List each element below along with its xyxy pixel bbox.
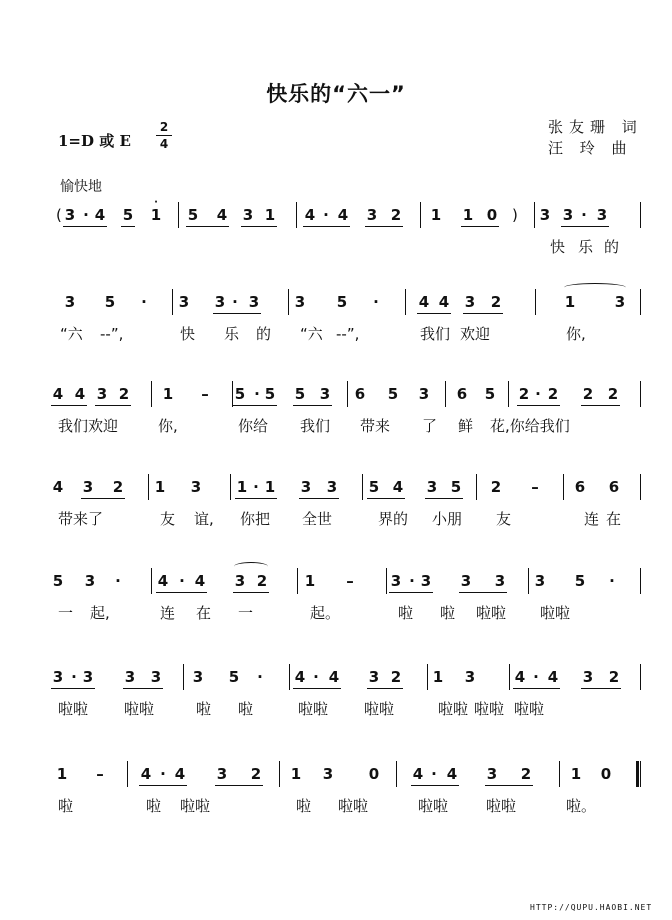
note: 3 xyxy=(242,206,254,224)
note: 5 xyxy=(294,385,306,403)
bar-line xyxy=(445,381,446,407)
note: 4 xyxy=(74,385,86,403)
lyric-syllable: 在 xyxy=(606,510,622,528)
beam-underline xyxy=(299,498,339,499)
lyric-syllable: 啦 xyxy=(440,604,456,622)
note: 3 xyxy=(426,478,438,496)
lyric-syllable: 啦啦 xyxy=(514,700,545,718)
note: 3 xyxy=(64,293,76,311)
beam-underline xyxy=(51,405,87,406)
lyric-syllable: 花,你给我们 xyxy=(490,417,570,435)
lyric-syllable: 啦 xyxy=(58,797,74,815)
final-bar-line xyxy=(636,761,639,787)
lyric-syllable: “六 xyxy=(300,325,323,343)
lyric-syllable: 你, xyxy=(158,417,178,435)
lyric-syllable: 起。 xyxy=(310,604,341,622)
beam-underline xyxy=(241,226,277,227)
beam-underline xyxy=(365,226,403,227)
note: 5 xyxy=(264,385,276,403)
note: 4 xyxy=(94,206,106,224)
lyric-syllable: 啦 xyxy=(296,797,312,815)
beam-underline xyxy=(461,226,499,227)
note: 3 xyxy=(368,668,380,686)
lyric-syllable: 友 xyxy=(496,510,512,528)
note: 1 xyxy=(290,765,302,783)
note: 4 xyxy=(174,765,186,783)
note: 3 xyxy=(192,668,204,686)
note: 2 xyxy=(582,385,594,403)
octave-dot: · xyxy=(154,197,158,208)
lyric-syllable: “六 xyxy=(60,325,83,343)
note: 3 xyxy=(178,293,190,311)
note: 4 xyxy=(194,572,206,590)
beam-underline xyxy=(156,592,207,593)
note: 0 xyxy=(486,206,498,224)
lyric-syllable: 谊, xyxy=(194,510,214,528)
note: 2 xyxy=(607,385,619,403)
lyric-syllable: 我们 xyxy=(420,325,451,343)
note: 5 xyxy=(122,206,134,224)
note: 3 xyxy=(582,668,594,686)
bar-line xyxy=(230,474,231,500)
source-watermark: HTTP://QUPU.HAOBI.NET xyxy=(530,903,653,912)
beam-underline xyxy=(213,313,261,314)
lyric-syllable: --”, xyxy=(100,325,124,343)
note: · xyxy=(257,668,263,686)
beam-underline xyxy=(411,785,459,786)
lyric-syllable: 我们 xyxy=(300,417,331,435)
note: 2 xyxy=(520,765,532,783)
beam-underline xyxy=(63,226,107,227)
lyric-syllable: 啦啦 xyxy=(58,700,89,718)
lyric-syllable: 你, xyxy=(566,325,586,343)
tempo-marking: 愉快地 xyxy=(60,179,102,195)
beam-underline xyxy=(186,226,229,227)
beam-underline xyxy=(581,688,621,689)
bar-line xyxy=(288,289,289,315)
note: 3 xyxy=(234,572,246,590)
note: 4 xyxy=(216,206,228,224)
bar-line xyxy=(528,568,529,594)
beam-underline xyxy=(367,498,405,499)
lyric-syllable: 啦啦 xyxy=(124,700,155,718)
slur-arc xyxy=(234,562,268,571)
note: · xyxy=(431,765,437,783)
lyric-syllable: 快 xyxy=(180,325,196,343)
note: 4 xyxy=(392,478,404,496)
bar-line xyxy=(534,202,535,228)
beam-underline xyxy=(235,498,277,499)
note: · xyxy=(83,206,89,224)
lyric-syllable: 啦啦 xyxy=(418,797,449,815)
lyric-syllable: 乐 xyxy=(224,325,240,343)
note: 6 xyxy=(354,385,366,403)
note: 5 xyxy=(187,206,199,224)
bar-line xyxy=(640,474,641,500)
note: 2 xyxy=(547,385,559,403)
note: 5 xyxy=(52,572,64,590)
lyric-syllable: 了 xyxy=(422,417,438,435)
note: 2 xyxy=(390,206,402,224)
bar-line xyxy=(640,761,641,787)
beam-underline xyxy=(561,226,609,227)
bar-line xyxy=(563,474,564,500)
note: 4 xyxy=(418,293,430,311)
note: 1 xyxy=(430,206,442,224)
note: 5 xyxy=(387,385,399,403)
bar-line xyxy=(127,761,128,787)
bar-line xyxy=(396,761,397,787)
bar-line xyxy=(296,202,297,228)
lyric-syllable: 快 xyxy=(550,238,566,256)
note: 3 xyxy=(596,206,608,224)
note: 1 xyxy=(264,478,276,496)
lyric-syllable: 你把 xyxy=(240,510,271,528)
note: – xyxy=(96,765,104,783)
beam-underline xyxy=(513,688,560,689)
bar-line xyxy=(232,381,233,407)
note: 5 xyxy=(228,668,240,686)
note: 3 xyxy=(52,668,64,686)
beam-underline xyxy=(233,405,277,406)
bar-line xyxy=(151,568,152,594)
lyric-syllable: 啦 xyxy=(398,604,414,622)
beam-underline xyxy=(81,498,125,499)
bar-line xyxy=(640,664,641,690)
note: 3 xyxy=(300,478,312,496)
beam-underline xyxy=(581,405,620,406)
beam-underline xyxy=(517,405,560,406)
note: 3 xyxy=(96,385,108,403)
lyric-syllable: 你给 xyxy=(238,417,269,435)
lyric-syllable: 带来了 xyxy=(58,510,104,528)
note: 4 xyxy=(52,385,64,403)
bar-line xyxy=(640,381,641,407)
note: 4 xyxy=(294,668,306,686)
note: – xyxy=(531,478,539,496)
note: – xyxy=(346,572,354,590)
note: 3 xyxy=(216,765,228,783)
note: 4 xyxy=(514,668,526,686)
bar-line xyxy=(183,664,184,690)
bar-line xyxy=(347,381,348,407)
beam-underline xyxy=(95,405,131,406)
note: 1 xyxy=(56,765,68,783)
note: 2 xyxy=(112,478,124,496)
note: 2 xyxy=(518,385,530,403)
intro-open-paren: ( xyxy=(56,206,62,224)
note: 3 xyxy=(494,572,506,590)
note: 3 xyxy=(319,385,331,403)
lyric-syllable: 在 xyxy=(196,604,212,622)
note: 3 xyxy=(150,668,162,686)
note: · xyxy=(535,385,541,403)
bar-line xyxy=(172,289,173,315)
lyric-syllable: 啦啦 xyxy=(338,797,369,815)
note: · xyxy=(533,668,539,686)
beam-underline xyxy=(367,688,403,689)
lyric-syllable: 啦啦 xyxy=(476,604,507,622)
note: 3 xyxy=(464,293,476,311)
note: 3 xyxy=(214,293,226,311)
beam-underline xyxy=(293,405,332,406)
bar-line xyxy=(640,568,641,594)
note: 4 xyxy=(140,765,152,783)
note: 3 xyxy=(539,206,551,224)
note: 2 xyxy=(118,385,130,403)
note: 2 xyxy=(608,668,620,686)
beam-underline xyxy=(303,226,350,227)
bar-line xyxy=(640,202,641,228)
note: 5 xyxy=(104,293,116,311)
key-signature: 1=D 或 E xyxy=(58,132,131,150)
bar-line xyxy=(427,664,428,690)
note: 3 xyxy=(82,668,94,686)
lyric-syllable: --”, xyxy=(336,325,360,343)
note: 3 xyxy=(562,206,574,224)
note: 2 xyxy=(250,765,262,783)
note: 2 xyxy=(256,572,268,590)
lyric-syllable: 欢迎 xyxy=(460,325,491,343)
lyric-syllable: 啦啦 xyxy=(540,604,571,622)
note: 4 xyxy=(304,206,316,224)
note: 2 xyxy=(390,668,402,686)
beam-underline xyxy=(215,785,263,786)
note: 1 xyxy=(264,206,276,224)
lyric-syllable: 啦啦 xyxy=(486,797,517,815)
note: 4 xyxy=(438,293,450,311)
beam-underline xyxy=(123,688,163,689)
note: 3 xyxy=(190,478,202,496)
lyric-syllable: 连 xyxy=(584,510,600,528)
slur-arc xyxy=(564,283,626,292)
bar-line xyxy=(508,381,509,407)
lyric-syllable: 全世 xyxy=(302,510,333,528)
lyric-syllable: 啦啦 xyxy=(180,797,211,815)
note: 0 xyxy=(600,765,612,783)
bar-line xyxy=(420,202,421,228)
beam-underline xyxy=(389,592,433,593)
note: · xyxy=(160,765,166,783)
lyric-syllable: 啦啦 xyxy=(364,700,395,718)
lyric-syllable: 的 xyxy=(604,238,620,256)
bar-line xyxy=(509,664,510,690)
note: 3 xyxy=(84,572,96,590)
note: 1 xyxy=(150,206,162,224)
note: 4 xyxy=(547,668,559,686)
beam-underline xyxy=(121,226,135,227)
note: 3 xyxy=(248,293,260,311)
beam-underline xyxy=(485,785,533,786)
lyric-syllable: 起, xyxy=(90,604,110,622)
lyric-syllable: 啦啦 xyxy=(438,700,469,718)
note: 1 xyxy=(236,478,248,496)
note: 1 xyxy=(162,385,174,403)
note: · xyxy=(253,478,259,496)
note: 3 xyxy=(124,668,136,686)
note: · xyxy=(409,572,415,590)
note: · xyxy=(179,572,185,590)
note: · xyxy=(71,668,77,686)
lyric-syllable: 啦啦 xyxy=(474,700,505,718)
bar-line xyxy=(151,381,152,407)
beam-underline xyxy=(463,313,503,314)
note: · xyxy=(323,206,329,224)
note: · xyxy=(609,572,615,590)
bar-line xyxy=(289,664,290,690)
note: 3 xyxy=(464,668,476,686)
meter-top: 2 xyxy=(159,120,169,134)
note: 5 xyxy=(368,478,380,496)
lyric-syllable: 一 xyxy=(58,604,74,622)
note: 1 xyxy=(564,293,576,311)
meter-line xyxy=(156,135,172,136)
song-title: 快乐的“六一” xyxy=(266,82,406,106)
beam-underline xyxy=(293,688,341,689)
beam-underline xyxy=(233,592,269,593)
lyric-syllable: 小朋 xyxy=(432,510,463,528)
note: 1 xyxy=(432,668,444,686)
bar-line xyxy=(297,568,298,594)
meter-bottom: 4 xyxy=(159,137,169,151)
note: 6 xyxy=(574,478,586,496)
note: · xyxy=(313,668,319,686)
composer-credit: 汪 玲 曲 xyxy=(548,139,633,157)
note: 5 xyxy=(450,478,462,496)
note: – xyxy=(201,385,209,403)
note: 2 xyxy=(490,478,502,496)
note: 6 xyxy=(456,385,468,403)
note: 3 xyxy=(418,385,430,403)
bar-line xyxy=(386,568,387,594)
note: 3 xyxy=(460,572,472,590)
note: 3 xyxy=(486,765,498,783)
note: 3 xyxy=(534,572,546,590)
note: 5 xyxy=(234,385,246,403)
lyric-syllable: 友 xyxy=(160,510,176,528)
note: 5 xyxy=(484,385,496,403)
bar-line xyxy=(559,761,560,787)
note: 6 xyxy=(608,478,620,496)
note: 1 xyxy=(462,206,474,224)
bar-line xyxy=(148,474,149,500)
lyric-syllable: 啦 xyxy=(238,700,254,718)
note: 4 xyxy=(157,572,169,590)
beam-underline xyxy=(459,592,507,593)
note: · xyxy=(581,206,587,224)
time-signature xyxy=(156,120,172,151)
note: 5 xyxy=(336,293,348,311)
note: 3 xyxy=(420,572,432,590)
note: 3 xyxy=(82,478,94,496)
note: 0 xyxy=(368,765,380,783)
lyric-syllable: 乐 xyxy=(578,238,594,256)
note: · xyxy=(115,572,121,590)
lyric-syllable: 啦。 xyxy=(566,797,597,815)
note: 1 xyxy=(154,478,166,496)
bar-line xyxy=(476,474,477,500)
bar-line xyxy=(405,289,406,315)
lyric-syllable: 的 xyxy=(256,325,272,343)
bar-line xyxy=(279,761,280,787)
lyric-syllable: 啦啦 xyxy=(298,700,329,718)
lyric-syllable: 一 xyxy=(238,604,254,622)
note: 3 xyxy=(614,293,626,311)
note: 4 xyxy=(328,668,340,686)
note: · xyxy=(373,293,379,311)
lyric-syllable: 我们欢迎 xyxy=(58,417,119,435)
intro-close-paren: ) xyxy=(512,206,518,224)
lyric-syllable: 鲜 xyxy=(458,417,474,435)
note: 1 xyxy=(570,765,582,783)
beam-underline xyxy=(425,498,463,499)
note: · xyxy=(232,293,238,311)
note: 3 xyxy=(294,293,306,311)
note: 4 xyxy=(52,478,64,496)
note: 4 xyxy=(337,206,349,224)
note: 3 xyxy=(326,478,338,496)
lyric-syllable: 啦 xyxy=(196,700,212,718)
bar-line xyxy=(178,202,179,228)
note: · xyxy=(254,385,260,403)
bar-line xyxy=(640,289,641,315)
note: 3 xyxy=(64,206,76,224)
lyric-syllable: 啦 xyxy=(146,797,162,815)
beam-underline xyxy=(139,785,187,786)
note: · xyxy=(141,293,147,311)
lyric-syllable: 带来 xyxy=(360,417,391,435)
lyricist-credit: 张友珊 词 xyxy=(548,118,643,136)
note: 4 xyxy=(412,765,424,783)
note: 2 xyxy=(490,293,502,311)
note: 5 xyxy=(574,572,586,590)
note: 3 xyxy=(322,765,334,783)
bar-line xyxy=(362,474,363,500)
lyric-syllable: 连 xyxy=(160,604,176,622)
note: 3 xyxy=(390,572,402,590)
beam-underline xyxy=(51,688,95,689)
note: 1 xyxy=(304,572,316,590)
note: 4 xyxy=(446,765,458,783)
note: 3 xyxy=(366,206,378,224)
lyric-syllable: 界的 xyxy=(378,510,409,528)
bar-line xyxy=(535,289,536,315)
beam-underline xyxy=(417,313,451,314)
